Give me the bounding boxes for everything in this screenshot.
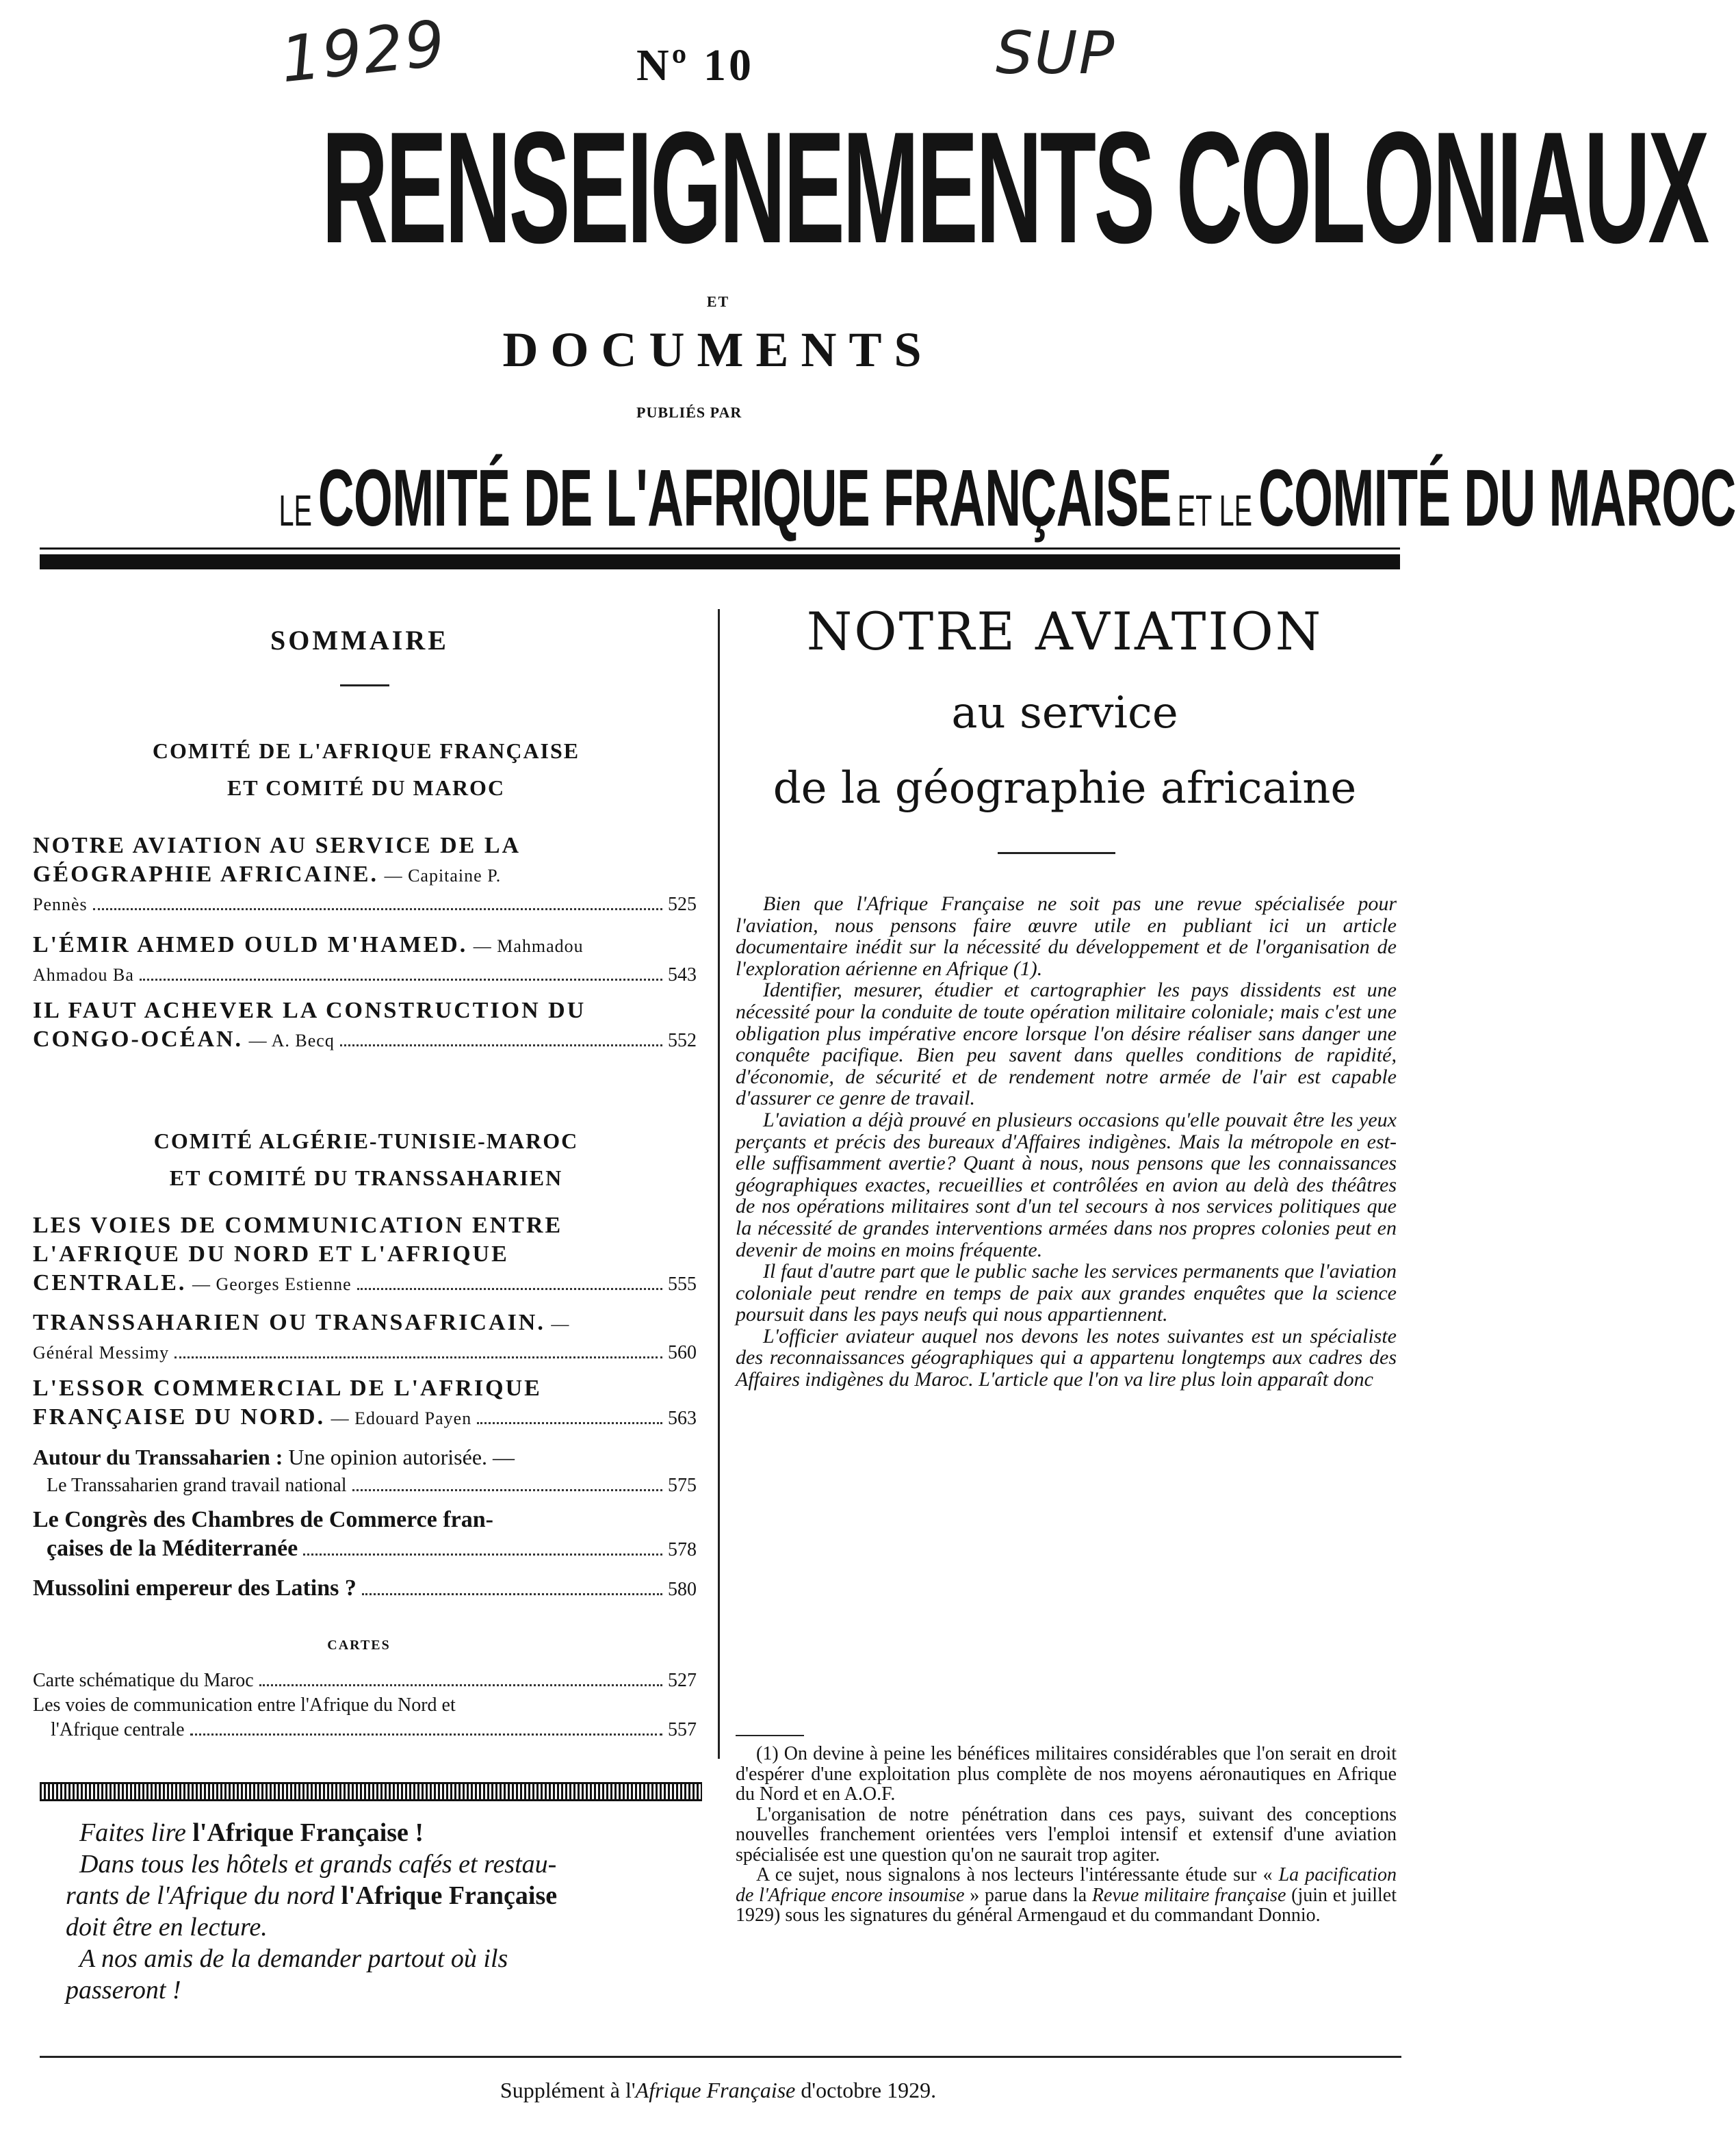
toc-entry[interactable] [33, 1574, 697, 1604]
promo-line5: A nos amis de la demander partout où ils [79, 1944, 508, 1973]
toc-author: Ahmadou Ba [33, 965, 134, 985]
toc-title: çaises de la Méditerranée [47, 1536, 298, 1561]
masthead-title: RENSEIGNEMENTS COLONIAUX [322, 99, 1707, 276]
toc-subtitle: Une opinion autorisée. — [288, 1445, 515, 1469]
section-afrique-line1: COMITÉ DE L'AFRIQUE FRANÇAISE [152, 738, 580, 763]
masthead-rule-thick [40, 554, 1400, 569]
promo-line3: rants de l'Afrique du nord [66, 1881, 335, 1910]
article-paragraph: L'officier aviateur auquel nos devons les notes suivantes est un spécialiste des reconnaissances géographiques qui a appartenu longtemps aux cadres des Affaires indigènes du Maroc. L'article que l'on va lire plus loin apparaît donc [736, 1324, 1397, 1391]
article-body [736, 893, 1397, 1391]
promo-line2: Dans tous les hôtels et grands cafés et restau- [79, 1850, 557, 1879]
carte-page: 527 [668, 1670, 697, 1691]
toc-author: — [551, 1314, 570, 1334]
carte-entry[interactable] [33, 1668, 697, 1693]
toc-title: NOTRE AVIATION AU SERVICE DE LA GÉOGRAPHIE AFRICAINE. [33, 833, 520, 887]
masthead-et: ET [706, 293, 730, 310]
toc-page: 555 [668, 1274, 697, 1295]
toc-entry[interactable] [33, 1506, 697, 1564]
toc-author: — Capitaine P. [384, 866, 502, 886]
sommaire-rule [340, 684, 389, 686]
article-title-line3: de la géographie africaine [773, 763, 1357, 814]
toc-title: Le Congrès des Chambres de Commerce fran- [33, 1507, 493, 1532]
carte-page: 557 [668, 1719, 697, 1740]
handwritten-code: SUP [996, 19, 1116, 88]
section-afrique-maroc [41, 732, 691, 806]
toc-author: — Mahmadou [473, 936, 584, 956]
article-footnotes [736, 1744, 1397, 1926]
toc-title: Mussolini empereur des Latins ? [33, 1575, 357, 1601]
footer-supplement: Supplément à l'Afrique Française d'octobre 1929. [500, 2078, 937, 2102]
article-title: NOTRE AVIATION [806, 601, 1323, 662]
toc-title: L'ÉMIR AHMED OULD M'HAMED. [33, 932, 468, 957]
toc-entry[interactable] [33, 831, 697, 919]
masthead-publies-par: PUBLIÉS PAR [636, 404, 742, 421]
section-algerie-line2: ET COMITÉ DU TRANSSAHARIEN [169, 1165, 563, 1190]
comite-maroc: COMITÉ DU MAROC [1258, 453, 1736, 543]
promo-journal: l'Afrique Française ! [192, 1818, 424, 1847]
article-title-rule [998, 852, 1115, 854]
cartes-label: CARTES [327, 1638, 391, 1653]
comite-le: LE [278, 486, 313, 535]
carte-title: Les voies de communication entre l'Afrique du Nord et [33, 1694, 456, 1716]
article-paragraph: Bien que l'Afrique Française ne soit pas une revue spécialisée pour l'aviation, nous pensons faire œuvre utile en publiant ici un article documentaire inédit sur la nécessité du développement et de l'organisation de l'exploration aérienne en Afrique (1). [736, 892, 1397, 980]
toc-author: — Edouard Payen [331, 1408, 472, 1428]
footnote: (1) On devine à peine les bénéfices militaires considérables que l'on serait en droit d'espérer d'une exploitation plus complète de nos moyens aéronautiques en Afrique du Nord et en A.O.F. [736, 1743, 1397, 1805]
toc-title: TRANSSAHARIEN OU TRANSAFRICAIN. [33, 1310, 545, 1335]
toc-title: LES VOIES DE COMMUNICATION ENTRE L'AFRIQUE DU NORD ET L'AFRIQUE [33, 1213, 563, 1267]
toc-title: IL FAUT ACHEVER LA CONSTRUCTION DU [33, 998, 586, 1023]
section-algerie-transsaharien [41, 1122, 691, 1196]
column-divider [718, 609, 720, 1759]
promo-journal: l'Afrique Française [341, 1881, 558, 1910]
ornamental-rule [40, 1782, 702, 1801]
carte-entry[interactable] [33, 1693, 697, 1742]
toc-page: 560 [668, 1342, 697, 1363]
toc-page: 525 [668, 894, 697, 915]
masthead-documents: DOCUMENTS [502, 322, 934, 377]
section-algerie-line1: COMITÉ ALGÉRIE-TUNISIE-MAROC [153, 1129, 579, 1153]
toc-page: 563 [668, 1408, 697, 1429]
toc-page: 575 [668, 1475, 697, 1496]
sommaire-heading: SOMMAIRE [270, 625, 449, 656]
toc-author: — A. Becq [248, 1031, 335, 1050]
carte-title: Carte schématique du Maroc [33, 1670, 254, 1691]
footnote-rule [736, 1735, 804, 1736]
article-title-line2: au service [951, 688, 1178, 738]
toc-entry[interactable] [33, 1211, 697, 1299]
toc-title: FRANÇAISE DU NORD. [33, 1404, 326, 1430]
handwritten-year: 1929 [277, 6, 450, 97]
masthead-rule-thin [40, 547, 1400, 550]
promo-line4: doit être en lecture. [66, 1913, 268, 1942]
comite-et-le: ET LE [1177, 486, 1253, 535]
toc-title: CONGO-OCÉAN. [33, 1027, 244, 1052]
toc-entry[interactable] [33, 1374, 697, 1433]
toc-entry[interactable] [33, 931, 697, 990]
section-afrique-line2: ET COMITÉ DU MAROC [226, 775, 506, 800]
toc-author: Pennès [33, 894, 88, 914]
article-paragraph: L'aviation a déjà prouvé en plusieurs occasions qu'elle pouvait être les yeux perçants et précis des bureaux d'Affaires indigènes. Mais la métropole en est-elle suffisamment avertie? Quant à nous, nous pensons que les connaissances géographiques exactes, recueillies et contrôlées en avion au delà des théâtres de nos opérations militaires sont d'un tel secours à nos services politiques que la nécessité de grandes interventions armées dans nos propres colonies peut en devenir de moins en moins fréquente. [736, 1108, 1397, 1261]
toc-entry[interactable] [33, 1443, 697, 1500]
toc-author: Général Messimy [33, 1343, 170, 1363]
footnote: A ce sujet, nous signalons à nos lecteurs l'intéressante étude sur « La pacification de l'Afrique encore insoumise » parue dans la Revue militaire française (juin et juillet 1929) sous les signatures du général Armengaud et du commandant Donnio. [736, 1864, 1397, 1926]
footnote: L'organisation de notre pénétration dans ces pays, suivant des conceptions nouvelles franchement orientées vers l'emploi intensif et extensif d'une aviation spécialisée est une question qu'on ne saurait trop agiter. [736, 1803, 1397, 1866]
promo-block [66, 1817, 702, 2006]
promo-line1: Faites lire [79, 1818, 186, 1847]
issue-number: Nº 10 [636, 40, 754, 90]
article-paragraph: Il faut d'autre part que le public sache les services permanents que l'aviation coloniale peut rendre en temps de paix aux grandes enquêtes que la science poursuit dans les pays neufs qui nous appartiennent. [736, 1260, 1397, 1326]
toc-page: 552 [668, 1030, 697, 1051]
masthead-committees [273, 452, 1736, 545]
toc-page: 578 [668, 1539, 697, 1560]
toc-author: Le Transsaharien grand travail national [47, 1475, 347, 1496]
toc-author: — Georges Estienne [192, 1274, 352, 1294]
toc-page: 580 [668, 1579, 697, 1600]
footer-journal: Afrique Française [635, 2078, 796, 2102]
toc-title: CENTRALE. [33, 1270, 187, 1295]
comite-afrique-francaise: COMITÉ DE L'AFRIQUE FRANÇAISE [318, 453, 1171, 543]
footer-rule [40, 2056, 1401, 2058]
article-paragraph: Identifier, mesurer, étudier et cartographier les pays dissidents est une nécessité pour la conduite de toute opération militaire coloniale; mais c'est une obligation plus impérative encore lorsque l'on désire réaliser sans danger une conquête pacifique. Bien peu savent dans quelles conditions de rapidité, d'économie, de sécurité et de rendement notre armée de l'air est capable d'assurer ce genre de travail. [736, 979, 1397, 1110]
carte-title: l'Afrique centrale [51, 1719, 185, 1740]
toc-title: L'ESSOR COMMERCIAL DE L'AFRIQUE [33, 1376, 542, 1401]
toc-entry[interactable] [33, 1309, 697, 1367]
promo-line6: passeront ! [66, 1976, 181, 2004]
toc-page: 543 [668, 964, 697, 985]
toc-title: Autour du Transsaharien : [33, 1445, 283, 1469]
toc-entry[interactable] [33, 996, 697, 1055]
